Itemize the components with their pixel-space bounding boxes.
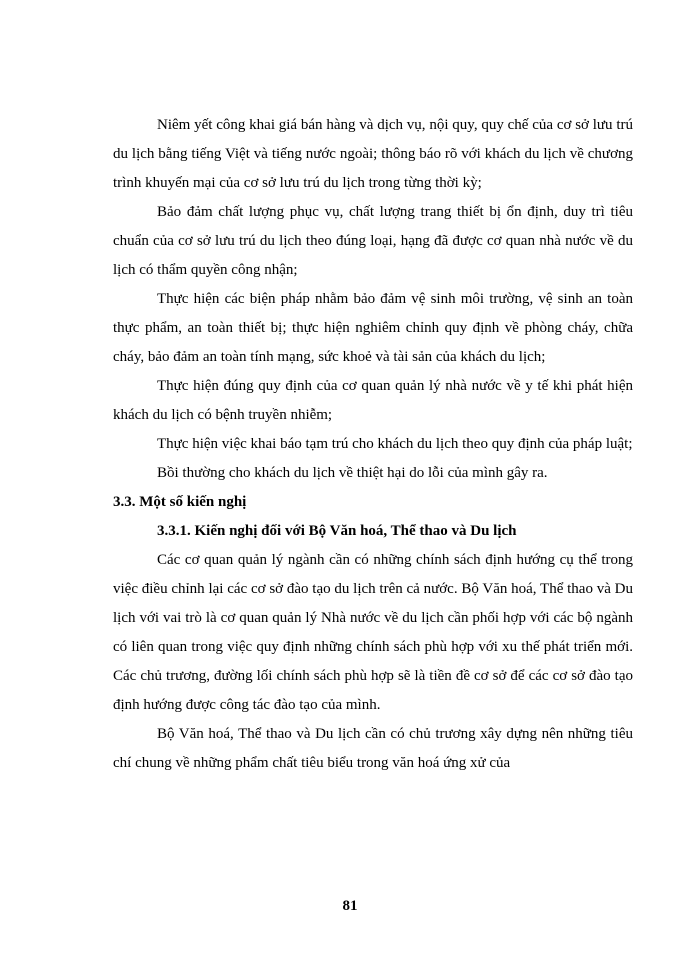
paragraph: Thực hiện đúng quy định của cơ quan quản lý nhà nước về y tế khi phát hiện khách du lịch có bệnh truyền nhiễm;: [113, 378, 633, 423]
paragraph: Bảo đảm chất lượng phục vụ, chất lượng trang thiết bị ổn định, duy trì tiêu chuẩn của cơ sở lưu trú du lịch theo đúng loại, hạng đã được cơ quan nhà nước về du lịch có thẩm quyền công nhận;: [113, 204, 633, 278]
paragraph: Thực hiện các biện pháp nhằm bảo đảm vệ sinh môi trường, vệ sinh an toàn thực phẩm, an toàn thiết bị; thực hiện nghiêm chỉnh quy định về phòng cháy, chữa cháy, bảo đảm an toàn tính mạng, sức khoẻ và tài sản của khách du lịch;: [113, 291, 633, 365]
page-body: [113, 111, 633, 778]
paragraph: Các cơ quan quản lý ngành cần có những chính sách định hướng cụ thể trong việc điều chỉnh lại các cơ sở đào tạo du lịch trên cả nước. Bộ Văn hoá, Thể thao và Du lịch với vai trò là cơ quan quản lý Nhà nước về du lịch cần phối hợp với các bộ ngành có liên quan trong việc quy định những chính sách phù hợp với xu thế phát triển mới. Các chủ trương, đường lối chính sách phù hợp sẽ là tiền đề cơ sở để các cơ sở đào tạo định hướng được công tác đào tạo của mình.: [113, 552, 633, 713]
section-heading: 3.3. Một số kiến nghị: [113, 494, 247, 510]
paragraph: Bộ Văn hoá, Thể thao và Du lịch cần có chủ trương xây dựng nên những tiêu chí chung về những phẩm chất tiêu biểu trong văn hoá ứng xử của: [113, 726, 633, 771]
paragraph: Niêm yết công khai giá bán hàng và dịch vụ, nội quy, quy chế của cơ sở lưu trú du lịch bằng tiếng Việt và tiếng nước ngoài; thông báo rõ với khách du lịch về chương trình khuyến mại của cơ sở lưu trú du lịch trong từng thời kỳ;: [113, 117, 633, 191]
paragraph: Bồi thường cho khách du lịch về thiệt hại do lỗi của mình gây ra.: [157, 465, 548, 481]
paragraph: Thực hiện việc khai báo tạm trú cho khách du lịch theo quy định của pháp luật;: [157, 436, 633, 452]
subsection-heading: 3.3.1. Kiến nghị đối với Bộ Văn hoá, Thể thao và Du lịch: [157, 523, 517, 539]
page-number: 81: [342, 898, 358, 914]
